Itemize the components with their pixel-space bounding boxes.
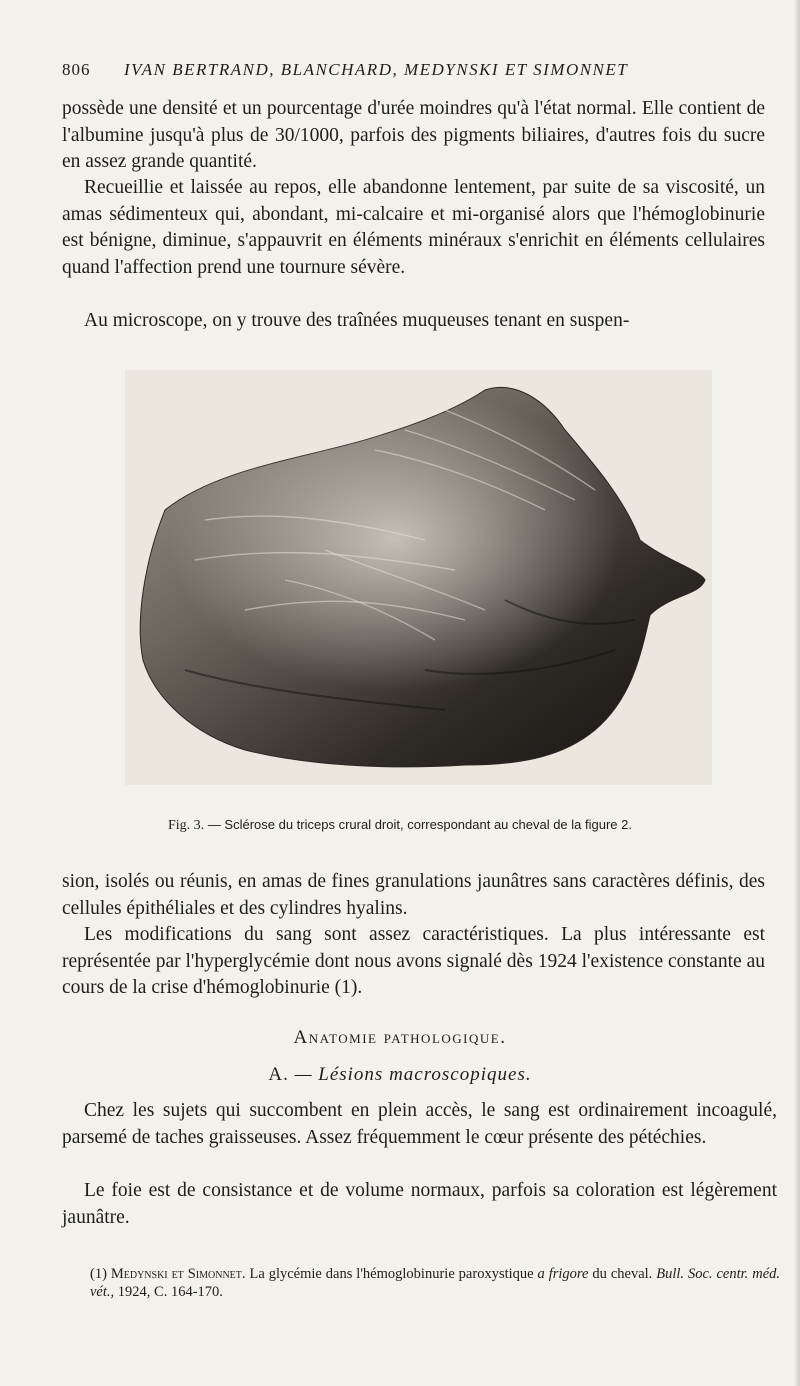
page-number: 806 <box>62 60 91 79</box>
subsection-letter: A. <box>268 1064 289 1085</box>
running-head-authors: IVAN BERTRAND, BLANCHARD, MEDYNSKI ET SIMONNET <box>124 60 629 79</box>
paragraph-suspension: sion, isolés ou réunis, en amas de fines granulations jaunâtres sans caractères définis, des cellules épithéliales et des cylindres hyalins. <box>62 871 765 919</box>
paragraph-coagulation: Chez les sujets qui succombent en plein accès, le sang est ordinairement incoagulé, parsemé de taches graisseuses. Assez fréquemment le cœur présente des pétéchies. <box>62 1100 777 1148</box>
footnote-authors: Medynski et Simonnet. <box>110 1266 246 1282</box>
paragraph-microscope: Au microscope, on y trouve des traînées muqueuses tenant en suspen- <box>84 310 630 331</box>
paragraph-blood: Les modifications du sang sont assez caractéristiques. La plus intéressante est représentée par l'hyperglycémie dont nous avons signalé dès 1924 l'existence constante au cours de la crise d'hémoglobinurie (1). <box>62 924 765 998</box>
muscle-photograph <box>125 370 712 785</box>
subsection-title <box>0 1064 800 1086</box>
footnote-title: La glycémie dans l'hémoglobinurie paroxystique <box>249 1266 534 1282</box>
paragraph-liver: Le foie est de consistance et de volume normaux, parfois sa coloration est légèrement jaunâtre. <box>62 1180 777 1228</box>
footnote-reference: 1924, C. 164-170. <box>117 1284 223 1300</box>
paragraph-urine-density: possède une densité et un pourcentage d'urée moindres qu'à l'état normal. Elle contient de l'albumine jusqu'à plus de 30/1000, parfois des pigments biliaires, d'autres fois du sucre en assez grande quantité. <box>62 98 765 172</box>
paragraph-sediment: Recueillie et laissée au repos, elle abandonne lentement, par suite de sa viscosité, un amas sédimenteux qui, abondant, mi-calcaire et mi-organisé alors que l'hémoglobinurie est bénigne, diminue, s'appauvrit en éléments minéraux s'enrichit en éléments cellulaires quand l'affection prend une tournure sévère. <box>62 177 765 278</box>
section-title: Anatomie pathologique. <box>293 1027 507 1048</box>
figure-caption-text: — Sclérose du triceps crural droit, correspondant au cheval de la figure 2. <box>207 817 632 832</box>
footnote-number: (1) <box>90 1266 107 1282</box>
figure-caption <box>60 817 740 834</box>
footnote-title-end: du cheval. <box>592 1266 653 1282</box>
footnote-title-latin: a frigore <box>537 1266 589 1282</box>
figure-label: Fig. 3. <box>168 818 205 833</box>
subsection-name: — Lésions macroscopiques. <box>294 1064 532 1085</box>
footnote-journal: Bull. Soc. centr. méd. vét., <box>90 1266 781 1300</box>
footnote <box>90 1265 780 1301</box>
page-edge-shadow <box>794 0 800 1386</box>
